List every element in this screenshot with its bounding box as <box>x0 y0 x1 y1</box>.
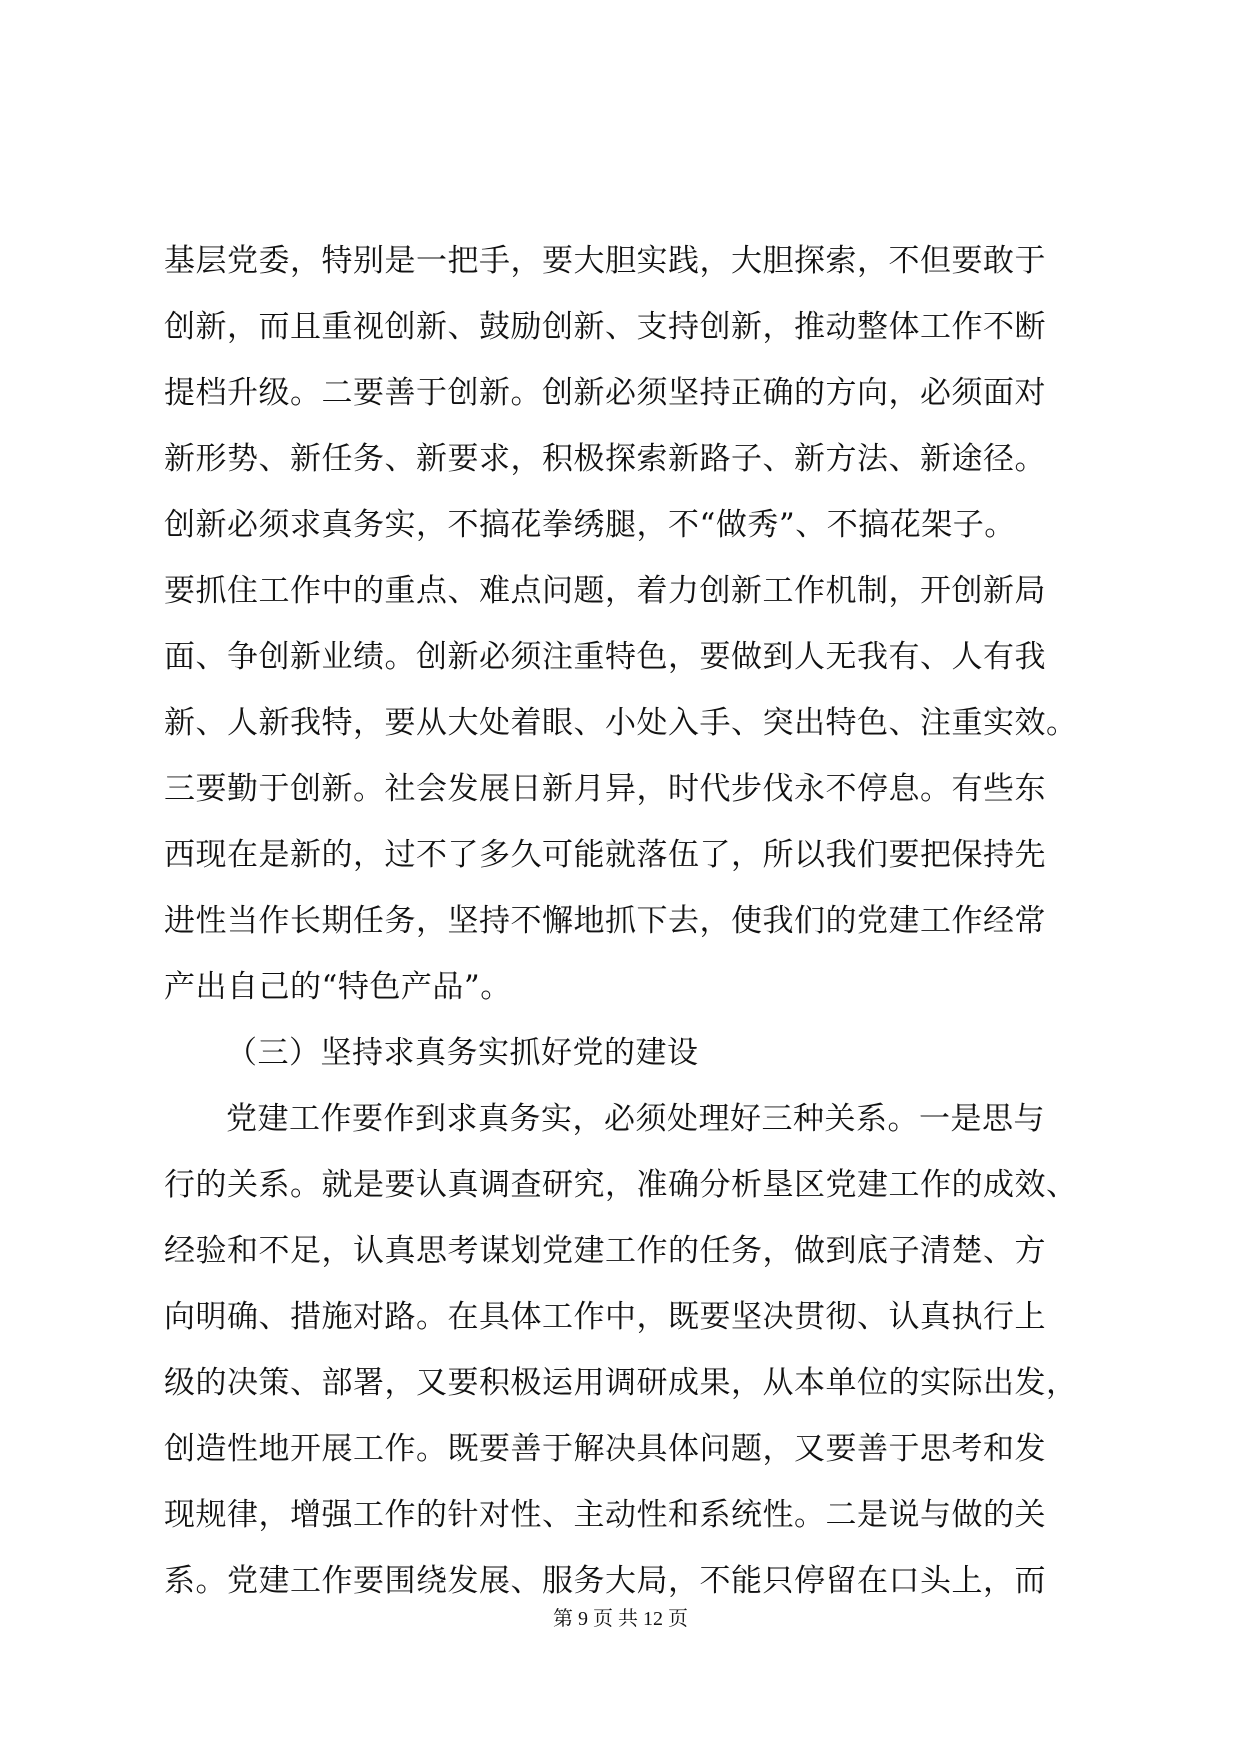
document-body <box>164 228 1094 1614</box>
paragraph-line: 创新，而且重视创新、鼓励创新、支持创新，推动整体工作不断 <box>164 309 1046 345</box>
paragraph-line: 要抓住工作中的重点、难点问题，着力创新工作机制，开创新局 <box>164 573 1046 609</box>
paragraph-line: 党建工作要作到求真务实，必须处理好三种关系。一是思与 <box>226 1101 1045 1137</box>
section-heading: （三）坚持求真务实抓好党的建设 <box>226 1035 699 1071</box>
paragraph-line: 新形势、新任务、新要求，积极探索新路子、新方法、新途径。 <box>164 441 1046 477</box>
paragraph-line: 行的关系。就是要认真调查研究，准确分析垦区党建工作的成效、 <box>164 1167 1078 1203</box>
paragraph-line: 创新必须求真务实，不搞花拳绣腿，不“做秀”、不搞花架子。 <box>164 507 1016 543</box>
paragraph-line: 系。党建工作要围绕发展、服务大局，不能只停留在口头上，而 <box>164 1563 1046 1599</box>
paragraph-line: 产出自己的“特色产品”。 <box>164 969 512 1005</box>
paragraph-line: 面、争创新业绩。创新必须注重特色，要做到人无我有、人有我 <box>164 639 1046 675</box>
paragraph-line: 基层党委，特别是一把手，要大胆实践，大胆探索，不但要敢于 <box>164 243 1046 279</box>
paragraph-line: 进性当作长期任务，坚持不懈地抓下去，使我们的党建工作经常 <box>164 903 1046 939</box>
paragraph-line: 经验和不足，认真思考谋划党建工作的任务，做到底子清楚、方 <box>164 1233 1046 1269</box>
paragraph-line: 西现在是新的，过不了多久可能就落伍了，所以我们要把保持先 <box>164 837 1046 873</box>
paragraph-line: 提档升级。二要善于创新。创新必须坚持正确的方向，必须面对 <box>164 375 1046 411</box>
paragraph-line: 创造性地开展工作。既要善于解决具体问题，又要善于思考和发 <box>164 1431 1046 1467</box>
paragraph-line: 三要勤于创新。社会发展日新月异，时代步伐永不停息。有些东 <box>164 771 1046 807</box>
paragraph-line: 新、人新我特，要从大处着眼、小处入手、突出特色、注重实效。 <box>164 705 1078 741</box>
paragraph-line: 向明确、措施对路。在具体工作中，既要坚决贯彻、认真执行上 <box>164 1299 1046 1335</box>
paragraph-line: 现规律，增强工作的针对性、主动性和系统性。二是说与做的关 <box>164 1497 1046 1533</box>
paragraph-line: 级的决策、部署，又要积极运用调研成果，从本单位的实际出发， <box>164 1365 1078 1401</box>
page-number-footer: 第 9 页 共 12 页 <box>553 1608 688 1630</box>
